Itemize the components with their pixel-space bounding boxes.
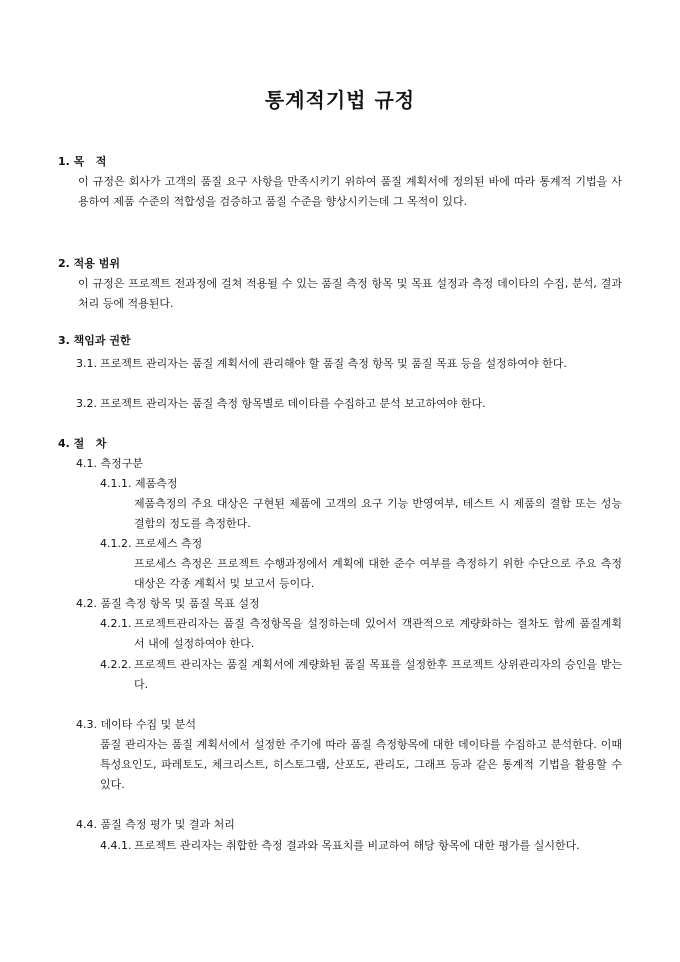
- item-4-4-1-text: 프로젝트 관리자는 취합한 측정 결과와 목표치를 비교하여 해당 항목에 대한 평가를 실시한다.: [134, 839, 580, 852]
- item-4-2-1-number: 4.2.1.: [100, 617, 132, 630]
- subsection-4-2-label: 4.2. 품질 측정 항목 및 품질 목표 설정: [76, 597, 260, 610]
- item-4-4-1-number: 4.4.1.: [100, 839, 132, 852]
- subsection-4-4-label: 4.4. 품질 측정 평가 및 결과 처리: [76, 818, 235, 831]
- document-title: 통계적기법 규정: [264, 88, 416, 112]
- section-1-heading: 1. 목 적: [58, 155, 107, 168]
- item-3-1-text: 프로젝트 관리자는 품질 계획서에 관리해야 할 품질 측정 항목 및 품질 목표 등을 설정하여야 한다.: [100, 357, 567, 370]
- section-4-heading: 4. 절 차: [58, 437, 107, 450]
- item-4-2-2-text: 프로젝트 관리자는 품질 계획서에 계량화된 품질 목표를 설정한후 프로젝트 상위관리자의 승인을 받는다.: [134, 658, 622, 691]
- item-4-1-2-body: 프로세스 측정은 프로젝트 수행과정에서 계획에 대한 준수 여부를 측정하기 위한 수단으로 주요 측정 대상은 각종 계획서 및 보고서 등이다.: [134, 557, 622, 590]
- item-4-2-2-number: 4.2.2.: [100, 658, 132, 671]
- subsection-4-1-label: 4.1. 측정구분: [76, 457, 143, 470]
- item-4-1-1-body: 제품측정의 주요 대상은 구현된 제품에 고객의 요구 기능 반영여부, 테스트 시 제품의 결함 또는 성능 결함의 정도를 측정한다.: [134, 497, 622, 530]
- subsection-4-3-body: 품질 관리자는 품질 계획서에서 설정한 주기에 따라 품질 측정항목에 대한 데이타를 수집하고 분석한다. 이때 특성요인도, 파레토도, 체크리스트, 히스토그램, 산포도, 관리도, 그래프 등과 같은 통계적 기법을 활용할 수 있다.: [100, 738, 622, 791]
- item-4-1-2-label: 4.1.2. 프로세스 측정: [100, 537, 203, 550]
- section-2-body: 이 규정은 프로젝트 전과정에 걸쳐 적용될 수 있는 품질 측정 항목 및 목표 설정과 측정 데이타의 수집, 분석, 결과 처리 등에 적용된다.: [78, 277, 622, 310]
- section-2-heading: 2. 적용 범위: [58, 257, 120, 270]
- section-3-heading: 3. 책임과 권한: [58, 334, 131, 347]
- subsection-4-3-label: 4.3. 데이타 수집 및 분석: [76, 718, 196, 731]
- item-4-1-1-label: 4.1.1. 제품측정: [100, 477, 178, 490]
- section-1-body: 이 규정은 회사가 고객의 품질 요구 사항을 만족시키기 위하여 품질 계획서에 정의된 바에 따라 통계적 기법을 사용하여 제품 수준의 적합성을 검증하고 품질 수준을 향상시키는데 그 목적이 있다.: [78, 175, 622, 208]
- item-3-2-number: 3.2.: [76, 397, 97, 410]
- item-3-2-text: 프로젝트 관리자는 품질 측정 항목별로 데이타를 수집하고 분석 보고하여야 한다.: [100, 397, 486, 410]
- item-3-1-number: 3.1.: [76, 357, 97, 370]
- item-4-2-1-text: 프로젝트관리자는 품질 측정항목을 설정하는데 있어서 객관적으로 계량화하는 절차도 함께 품질계획서 내에 설정하여야 한다.: [134, 617, 622, 650]
